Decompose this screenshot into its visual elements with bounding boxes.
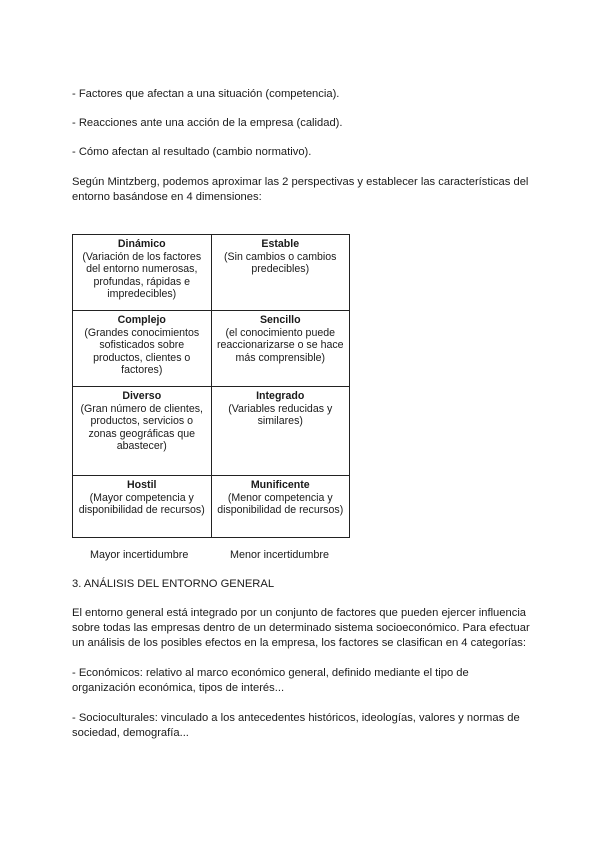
general-paragraph: El entorno general está integrado por un conjunto de factores que pueden ejercer influencia sobre todas las empresas dentro de un determinado sistema socioeconómico. Para efectuar un análisis de los posibles efectos en la empresa, los factores se clasifican en 4 categorías: xyxy=(72,607,530,649)
section-heading: 3. ANÁLISIS DEL ENTORNO GENERAL xyxy=(72,578,275,590)
cell-sencillo xyxy=(211,311,350,387)
cell-integrado xyxy=(211,387,350,476)
cell-dinamico xyxy=(73,235,212,311)
cell-desc: (Grandes conocimientos sofisticados sobre productos, clientes o factores) xyxy=(84,326,200,377)
dimensions-table xyxy=(72,234,350,538)
cell-desc: (Sin cambios o cambios predecibles) xyxy=(224,250,337,276)
bullet-reacciones: - Reacciones ante una acción de la empresa (calidad). xyxy=(72,117,343,129)
bullet-como-afectan: - Cómo afectan al resultado (cambio normativo). xyxy=(72,146,312,158)
cell-desc: (Gran número de clientes, productos, servicios o zonas geográficas que abastecer) xyxy=(80,402,203,453)
cell-title: Dinámico xyxy=(117,238,166,250)
cell-estable xyxy=(211,235,350,311)
bullet-socioculturales: - Socioculturales: vinculado a los antecedentes históricos, ideologías, valores y normas de sociedad, demografía... xyxy=(72,712,520,739)
bullet-economicos: - Económicos: relativo al marco económico general, definido mediante el tipo de organización económica, tipos de interés... xyxy=(72,667,469,694)
cell-title: Integrado xyxy=(256,390,305,402)
cell-desc: (Mayor competencia y disponibilidad de recursos) xyxy=(78,491,205,517)
table-row xyxy=(73,311,350,387)
cell-complejo xyxy=(73,311,212,387)
table-row xyxy=(73,235,350,311)
cell-desc: (el conocimiento puede reaccionarizarse o se hace más comprensible) xyxy=(216,326,344,364)
cell-desc: (Variables reducidas y similares) xyxy=(228,402,333,428)
cell-title: Hostil xyxy=(127,479,157,491)
cell-desc: (Menor competencia y disponibilidad de recursos) xyxy=(217,491,344,517)
table-row xyxy=(73,476,350,538)
cell-desc: (Variación de los factores del entorno numerosas, profundas, rápidas e impredecibles) xyxy=(82,250,202,301)
cell-diverso xyxy=(73,387,212,476)
cell-title: Estable xyxy=(261,238,300,250)
cell-title: Sencillo xyxy=(259,314,301,326)
cell-munificente xyxy=(211,476,350,538)
footer-mayor-incertidumbre: Mayor incertidumbre xyxy=(90,549,189,561)
mintzberg-paragraph: Según Mintzberg, podemos aproximar las 2 perspectivas y establecer las características del entorno basándose en 4 dimensiones: xyxy=(72,176,529,203)
cell-title: Munificente xyxy=(250,479,310,491)
table-row xyxy=(73,387,350,476)
footer-menor-incertidumbre: Menor incertidumbre xyxy=(230,549,330,561)
cell-title: Complejo xyxy=(117,314,166,326)
bullet-factores: - Factores que afectan a una situación (competencia). xyxy=(72,88,340,100)
cell-hostil xyxy=(73,476,212,538)
cell-title: Diverso xyxy=(122,390,162,402)
